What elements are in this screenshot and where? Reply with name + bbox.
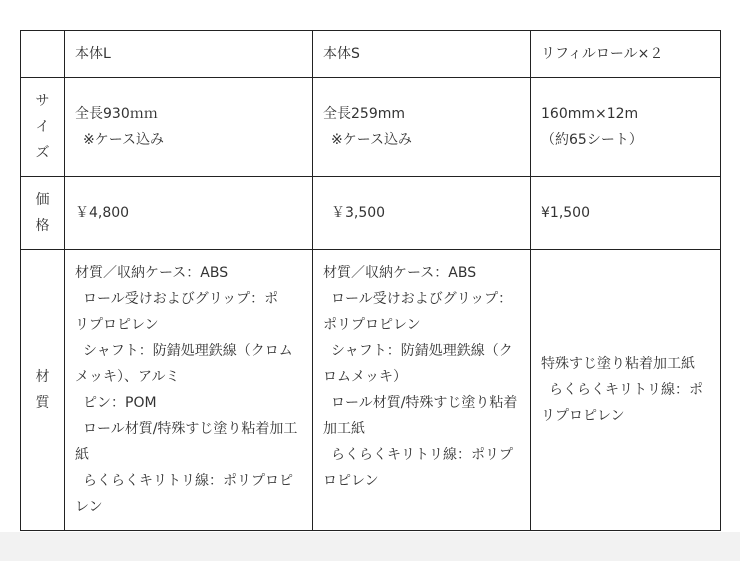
column-header-body-l: 本体L <box>65 31 313 78</box>
row-label-material: 材 質 <box>21 250 65 531</box>
price-cell-body-s: ￥3,500 <box>313 177 531 250</box>
column-header-body-s: 本体S <box>313 31 531 78</box>
material-cell-refill: 特殊すじ塗り粘着加工紙 らくらくキリトリ線：ポ リプロピレン <box>531 250 721 531</box>
size-cell-body-s: 全長259mm ※ケース込み <box>313 78 531 177</box>
row-label-size: サ イ ズ <box>21 78 65 177</box>
size-cell-refill: 160mm×12m （約65シート） <box>531 78 721 177</box>
price-cell-body-l: ￥4,800 <box>65 177 313 250</box>
column-header-refill: リフィルロール×２ <box>531 31 721 78</box>
material-row <box>21 250 721 531</box>
price-cell-refill: ¥1,500 <box>531 177 721 250</box>
material-cell-body-l: 材質／収納ケース：ABS ロール受けおよびグリップ：ポ リプロピレン シャフト：防錆処理鉄線（クロム メッキ）、アルミ ピン：POM ロール材質/特殊すじ塗り粘着加工 紙 らくらくキリトリ線：ポリプロピ レン <box>65 250 313 531</box>
material-cell-body-s: 材質／収納ケース：ABS ロール受けおよびグリップ： ポリプロピレン シャフト：防錆処理鉄線（ク ロムメッキ） ロール材質/特殊すじ塗り粘着 加工紙 らくらくキリトリ線：ポリプ ロピレン <box>313 250 531 531</box>
price-row <box>21 177 721 250</box>
row-label-price: 価 格 <box>21 177 65 250</box>
header-row <box>21 31 721 78</box>
size-cell-body-l: 全長930ｍｍ ※ケース込み <box>65 78 313 177</box>
header-corner <box>21 31 65 78</box>
size-row <box>21 78 721 177</box>
spec-table <box>20 30 721 531</box>
